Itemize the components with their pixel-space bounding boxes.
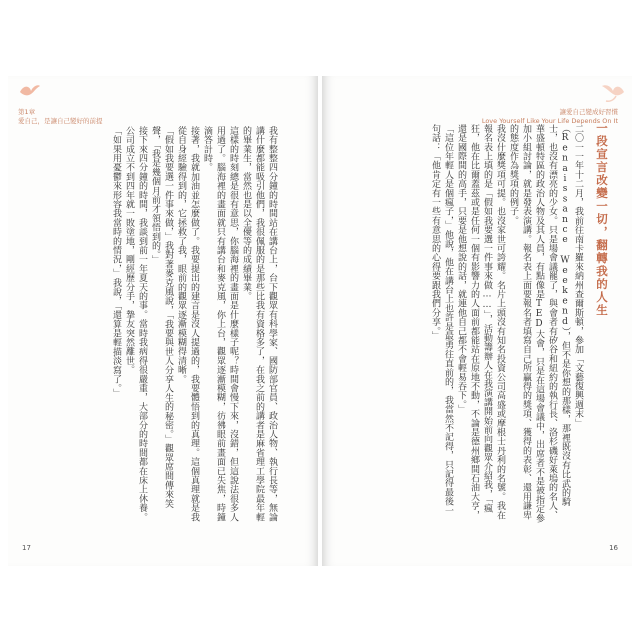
body-text: 二〇一一年十二月，我前往南卡羅來納州查爾斯頓，參加「文藝復興週末」（Renaissance Weekend），但不是你想的那樣，那裡既沒有比武的騎士，也沒有漂亮的少女。只是場會議罷了，與會者有矽谷和紐約的執行長、洛杉磯好萊塢的名人、華盛頓特區的政治人物及其人員，有點像是TED大會，只是在這場會議中，出席者不是被指定參加小組討論，就是發表演講。報名表上面要報名者填寫自己所贏得的獎項、獲得的表彰、還用謙卑的態度作為獎項的例子。 我沒什麼獎項可提。也沒家世可誇耀。名片上頭沒有知名投資公司高盛或摩根士丹利的名號。我在報名表上填的是「假如我要選一件事來做……」，活動籌辦人在我演講開始前向觀眾介紹我，「瘋狂，他在比爾蓋茲或是任何一個有影響力的人面前都能站在原地不動，不論是德州鄉間石油大亨，還是國際間的高手，只要是他想說的話，就連他自己都不會輕易吞下。」 「這位年輕人是個瘋子，」他說，他在講台上也許是最勇往直前的，我當然不記得，只記得最後一句話：「他肯定有一些有意思的心得要跟我們分享。」 [430,124,583,523]
page-number: 17 [22,544,31,552]
book-title-english: Love Yourself Like Your Life Depends On It [481,117,618,125]
bird-ornament-icon [18,80,42,102]
chapter-title: 愛自己，是讓自己變好的前提 [18,117,103,125]
bird-ornament-icon [596,80,626,104]
body-text: 我有整整四分鐘的時間站在講台上，台下觀眾有科學家、國防部官員、政治人物、執行長等，無論講什麼都能吸引他們，我很佩服的是那些比我有資格多了，在我之前的講者是麻省理工學院最年輕的畢業生，當然也是以全優等的成績畢業。 這樣的時刻總是很有意思，你腦海裡的畫面是什麼樣子呢？時間會慢下來，沒錯，但這說法很多人用過了。腦海裡的畫面就只有講台和麥克風，你上台，觀眾逐漸模糊，彷彿眼前畫面已失焦，時鐘滴答計時。 接著，我就加油並怎麼做了。我要提出的建言是沒人提過的，我要體悟到的真理。這個真理就是我從自身經驗得到的，它拯救了我，眼前的觀眾逐漸模糊得清晰。 「假如我要選一件事來做，」我對著麥克風說，「我要與世人分享人生的秘密。」觀眾席間傳來笑聲，「我是幾個月前才領悟到的。」 接下來四分鐘的時間，我談到前一年夏天的事。當時我病得很嚴重，大部分的時間都在床上休養。公司成立不到四年就一敗塗地，剛經歷分手，摯友突然離世。 「如果用憂鬱來形容我當時的情況，」我說，「還算是輕描淡寫了。」 [111,126,277,522]
chapter-label: 第1章 [18,108,36,116]
book-spread [8,76,632,566]
page-number: 16 [609,544,618,552]
book-title-chinese: 讓愛自己變成好習慣 [559,108,618,116]
right-page [322,76,632,566]
left-page [8,76,318,566]
running-header-left [18,108,103,126]
section-heading: 一段宣言改變一切，翻轉我的人生 [595,122,609,317]
